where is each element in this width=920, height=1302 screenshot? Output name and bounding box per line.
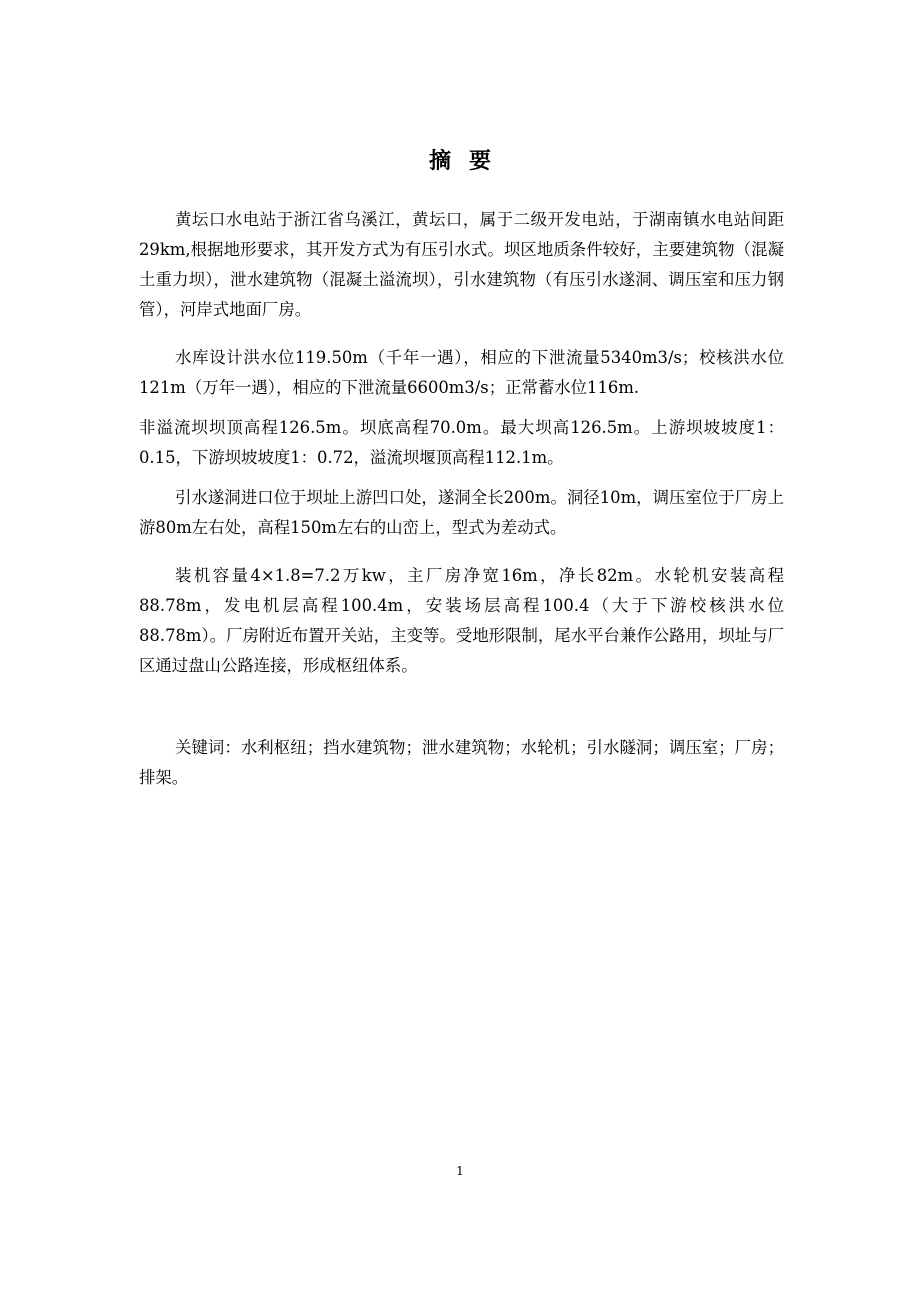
page-number: 1 bbox=[456, 1164, 464, 1178]
keywords-line: 关键词：水利枢纽；挡水建筑物；泄水建筑物；水轮机；引水隧洞；调压室；厂房；排架。 bbox=[139, 738, 784, 787]
abstract-paragraph-powerhouse: 装机容量4×1.8=7.2万kw，主厂房净宽16m，净长82m。水轮机安装高程88.78m，发电机层高程100.4m，安装场层高程100.4（大于下游校核洪水位88.78m）。厂房附近布置开关站，主变等。受地形限制，尾水平台兼作公路用，坝址与厂区通过盘山公路连接，形成枢纽体系。 bbox=[139, 566, 784, 675]
abstract-title: 摘要 bbox=[428, 148, 509, 174]
abstract-paragraph-dam-elevations: 非溢流坝坝顶高程126.5m。坝底高程70.0m。最大坝高126.5m。上游坝坡坡度1：0.15，下游坝坡坡度1：0.72，溢流坝堰顶高程112.1m。 bbox=[139, 418, 784, 467]
abstract-paragraph-tunnel: 引水遂洞进口位于坝址上游凹口处，遂洞全长200m。洞径10m，调压室位于厂房上游80m左右处，高程150m左右的山峦上，型式为差动式。 bbox=[139, 488, 784, 537]
abstract-paragraph-overview: 黄坛口水电站于浙江省乌溪江，黄坛口，属于二级开发电站，于湖南镇水电站间距29km,根据地形要求，其开发方式为有压引水式。坝区地质条件较好，主要建筑物（混凝土重力坝），泄水建筑物（混凝土溢流坝），引水建筑物（有压引水遂洞、调压室和压力钢管），河岸式地面厂房。 bbox=[139, 210, 784, 319]
abstract-paragraph-flood-levels: 水库设计洪水位119.50m（千年一遇），相应的下泄流量5340m3/s；校核洪水位121m（万年一遇），相应的下泄流量6600m3/s；正常蓄水位116m. bbox=[139, 348, 784, 397]
